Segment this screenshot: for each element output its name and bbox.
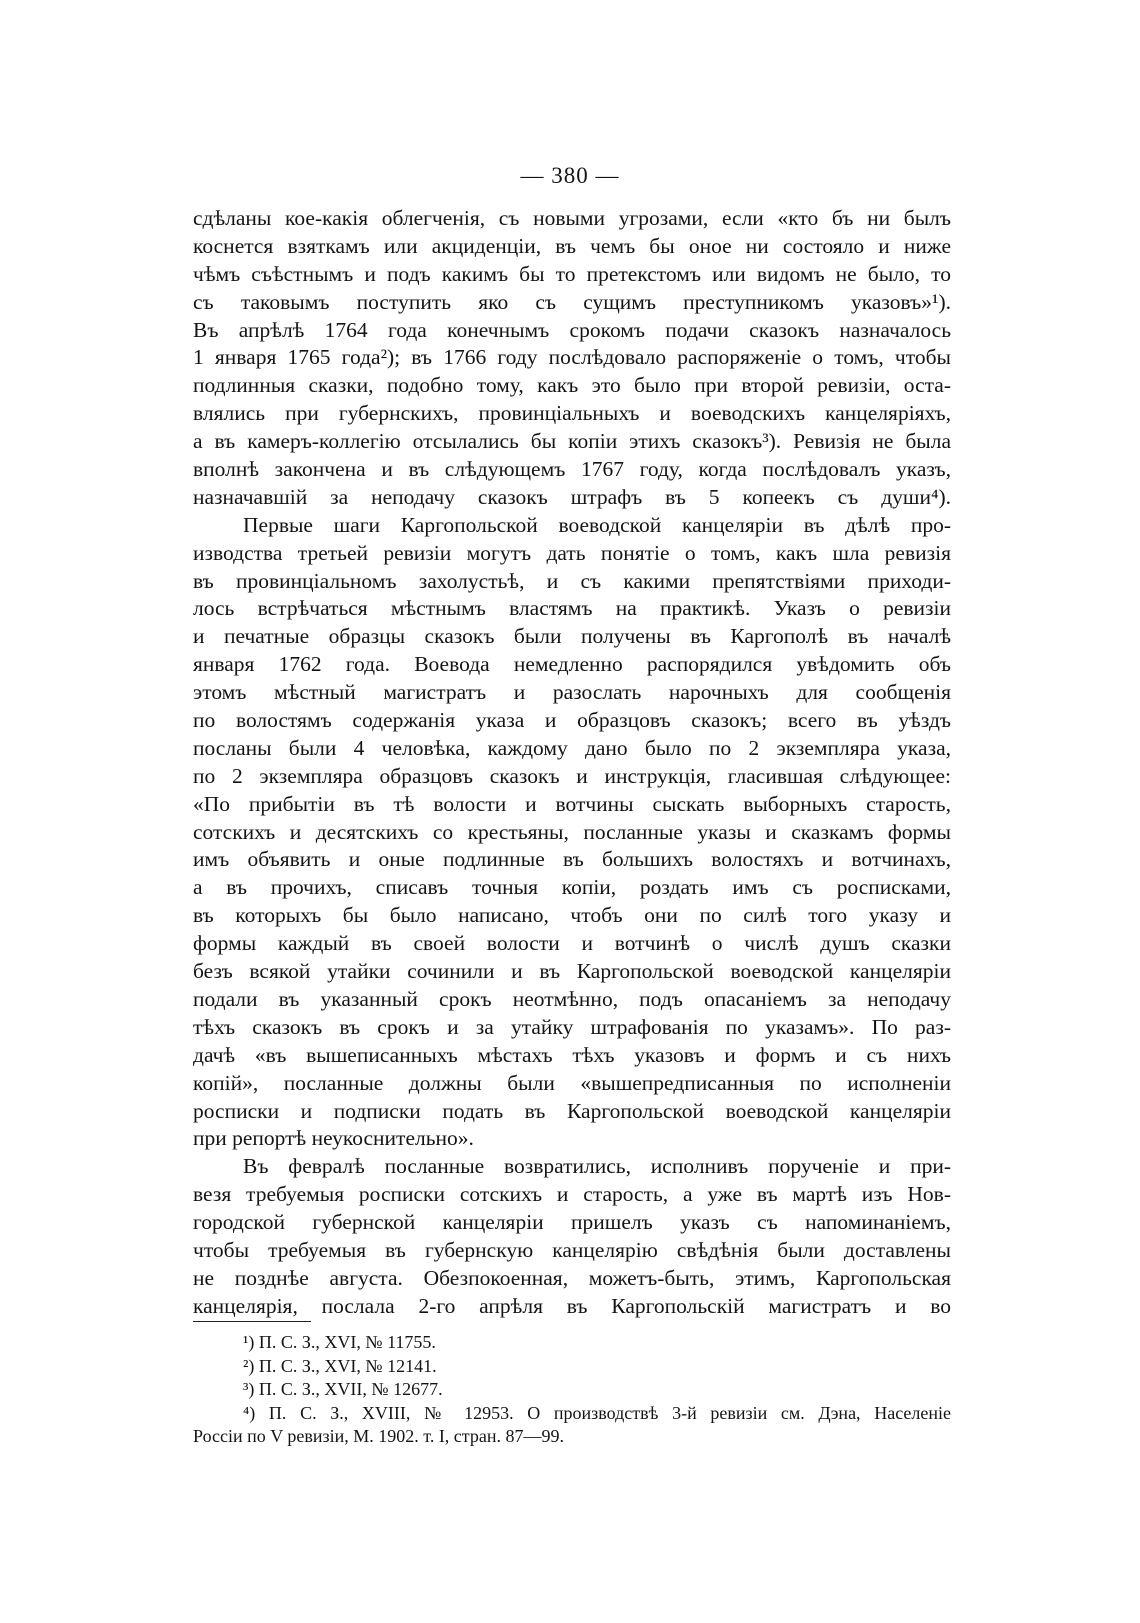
text-line: января 1762 года. Воевода немедленно распорядился увѣдомить объ <box>193 652 951 677</box>
footnote-divider <box>193 1321 311 1322</box>
footnote: ¹) П. С. З., XVI, № 11755. <box>243 1332 436 1352</box>
text-line: формы каждый въ своей волости и вотчинѣ о числѣ душъ сказки <box>193 931 951 956</box>
footnote-continuation: Россіи по V ревизіи, М. 1902. т. I, стран. 87—99. <box>193 1426 565 1447</box>
text-line: съ таковымъ поступить яко съ сущимъ преступникомъ указовъ»¹). <box>193 289 951 314</box>
text-line: а въ прочихъ, списавъ точныя копіи, роздать имъ съ росписками, <box>193 875 951 900</box>
page-number: — 380 — <box>520 163 620 188</box>
footnote: ⁴) П. С. З., XVIII, № 12953. О производствѣ 3-й ревизіи см. Дэна, Населеніе <box>243 1402 951 1423</box>
footnote: ³) П. С. З., XVII, № 12677. <box>243 1379 443 1400</box>
text-line: по 2 экземпляра образцовъ сказокъ и инструкція, гласившая слѣдующее: <box>193 763 951 788</box>
text-line: везя требуемыя росписки сотскихъ и старость, а уже въ мартѣ изъ Нов- <box>193 1182 951 1207</box>
text-line: 1 января 1765 года²); въ 1766 году послѣдовало распоряженіе о томъ, чтобы <box>193 345 951 370</box>
text-line: изводства третьей ревизіи могутъ дать понятіе о томъ, какъ шла ревизія <box>193 540 951 565</box>
paragraph-start-line: Первые шаги Каргопольской воеводской канцеляріи въ дѣлѣ про- <box>243 512 951 537</box>
text-line: чтобы требуемыя въ губернскую канцелярію свѣдѣнія были доставлены <box>193 1237 951 1262</box>
paragraph-start-line: Въ февралѣ посланные возвратились, исполнивъ порученіе и при- <box>243 1154 951 1179</box>
footnote: ²) П. С. З., XVI, № 12141. <box>243 1355 437 1376</box>
text-line: имъ объявить и оные подлинные въ большихъ волостяхъ и вотчинахъ, <box>193 847 951 872</box>
text-line: сдѣланы кое-какія облегченія, съ новыми угрозами, если «кто бъ ни былъ <box>193 206 951 230</box>
text-line: безъ всякой утайки сочинили и въ Каргопольской воеводской канцеляріи <box>193 959 951 984</box>
text-line: городской губернской канцеляріи пришелъ указъ съ напоминаніемъ, <box>193 1210 951 1235</box>
text-line: подлинныя сказки, подобно тому, какъ это было при второй ревизіи, оста- <box>193 373 951 398</box>
text-line: этомъ мѣстный магистратъ и разослать нарочныхъ для сообщенія <box>193 680 951 705</box>
text-line: не позднѣе августа. Обезпокоенная, можетъ-быть, этимъ, Каргопольская <box>193 1265 951 1290</box>
text-line: посланы были 4 человѣка, каждому дано было по 2 экземпляра указа, <box>193 735 951 760</box>
text-line: канцелярія, послала 2-го апрѣля въ Каргопольскій магистратъ и во <box>193 1293 951 1318</box>
footnotes <box>193 1331 951 1449</box>
text-line: тѣхъ сказокъ въ срокъ и за утайку штрафованія по указамъ». По раз- <box>193 1014 951 1039</box>
body-text <box>193 205 951 1321</box>
text-line: коснется взяткамъ или акциденцiи, въ чемъ бы оное ни состояло и ниже <box>193 233 951 258</box>
text-line: Въ апрѣлѣ 1764 года конечнымъ срокомъ подачи сказокъ назначалось <box>193 317 951 342</box>
text-line: подали въ указанный срокъ неотмѣнно, подъ опасаніемъ за неподачу <box>193 986 951 1011</box>
text-line: копій», посланные должны были «вышепредписанныя по исполненіи <box>193 1070 951 1095</box>
text-line: а въ камеръ-коллегію отсылались бы копіи этихъ сказокъ³). Ревизія не была <box>193 429 951 454</box>
text-line: назначавшій за неподачу сказокъ штрафъ въ 5 копеекъ съ души⁴). <box>193 484 951 509</box>
text-line: чѣмъ съѣстнымъ и подъ какимъ бы то претекстомъ или видомъ не было, то <box>193 261 951 286</box>
paragraph-end-line: при репортѣ неукоснительно». <box>193 1126 474 1151</box>
text-line: сотскихъ и десятскихъ со крестьяны, посланные указы и сказкамъ формы <box>193 819 951 844</box>
text-line: по волостямъ содержанія указа и образцовъ сказокъ; всего въ уѣздъ <box>193 708 951 733</box>
text-line: въ провинціальномъ захолустьѣ, и съ какими препятствіями приходи- <box>193 568 951 593</box>
text-line: лось встрѣчаться мѣстнымъ властямъ на практикѣ. Указъ о ревизіи <box>193 596 951 621</box>
text-line: въ которыхъ бы было написано, чтобъ они по силѣ того указу и <box>193 903 951 928</box>
text-line: росписки и подписки подать въ Каргопольской воеводской канцеляріи <box>193 1098 951 1123</box>
text-line: дачѣ «въ вышеписанныхъ мѣстахъ тѣхъ указовъ и формъ и съ нихъ <box>193 1042 951 1067</box>
text-line: влялись при губернскихъ, провинціальныхъ и воеводскихъ канцеляріяхъ, <box>193 401 951 426</box>
text-line: и печатные образцы сказокъ были получены въ Каргополѣ въ началѣ <box>193 624 951 649</box>
text-line: «По прибытіи въ тѣ волости и вотчины сыскать выборныхъ старость, <box>193 791 951 816</box>
text-line: вполнѣ закончена и въ слѣдующемъ 1767 году, когда послѣдовалъ указъ, <box>193 457 951 482</box>
